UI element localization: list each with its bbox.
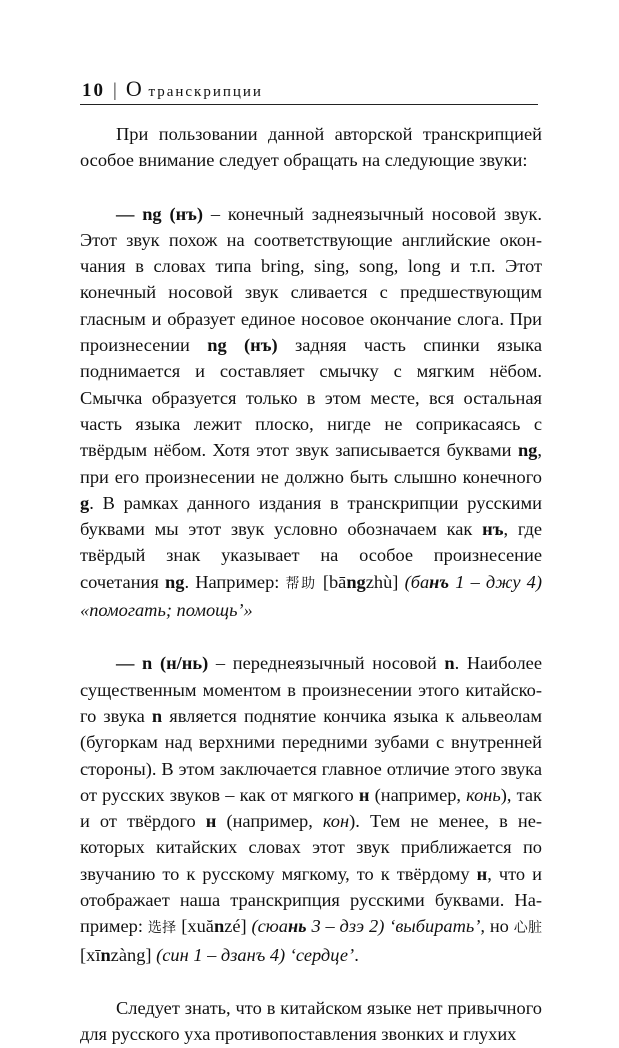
chinese-example: 心脏	[513, 920, 542, 937]
page-body	[80, 121, 542, 1048]
intro-paragraph: При пользовании данной авторской транскрипцией особое внимание следует обращать на следующие звуки:	[80, 124, 542, 171]
gloss: «помогать; помощь’»	[80, 600, 253, 621]
closing-paragraph: Следует знать, что в китайском языке нет привычного для русского уха противопоставления звонких и глухих	[80, 997, 542, 1045]
header-title-initial: О	[125, 76, 143, 101]
chinese-example: 选择	[147, 920, 177, 937]
chinese-example: 帮助	[285, 575, 317, 592]
page-number: 10	[82, 80, 105, 101]
header-title: транскрипции	[148, 84, 263, 100]
ng-term: — ng (нъ)	[116, 203, 204, 224]
n-paragraph: — n (н/нь) – переднеязычный носовой n. Наиболее существенным моментом в произнесении этого китайского звука n является поднятие кончика языка к альвеолам (бугоркам над верхними передними зубами с внутренней стороны). В этом заключается главное отличие этого звука от русских звуков – как от мягкого н (например, конь), так и от твёрдого н (например, кон). Тем не менее, в некоторых китайских словах этот звук приближается по звучанию то к русскому мягкому, то к твёрдому н, что и отображает наша транскрипция русскими буквами. Например: 选择 [xuănzé] (сюань 3 – дзэ 2) ‘выбирать’, но 心脏 [xīnzàng] (син 1 – дзанъ 4) ‘сердце’.	[80, 653, 543, 965]
header-rule	[80, 104, 538, 105]
n-term: — n (н/нь)	[116, 653, 209, 674]
running-header	[82, 76, 263, 102]
header-separator: |	[113, 80, 118, 101]
ng-paragraph: — ng (нъ) – конечный заднеязычный носовой звук. Этот звук похож на соответствующие английские окончания в словах типа bring, sing, song, long и т.п. Этот конечный носовой звук сливается с предшествующим гласным и образует единое носовое окончание слога. При произнесении ng (нъ) задняя часть спинки языка поднимается и составляет смычку с мягким нёбом. Смычка образуется только в этом месте, вся остальная часть языка лежит плоско, нигде не соприкасаясь с твёрдым нёбом. Хотя этот звук записывается буквами ng, при его произнесении не должно быть слышно конечного g. В рамках данного издания в транскрипции русскими буквами мы этот звук условно обозначаем как нъ, где твёрдый знак указывает на особое произнесение сочетания ng. Например: 帮助 [bāngzhù] (банъ 1 – джу 4) «помогать; помощь’»	[80, 203, 543, 621]
